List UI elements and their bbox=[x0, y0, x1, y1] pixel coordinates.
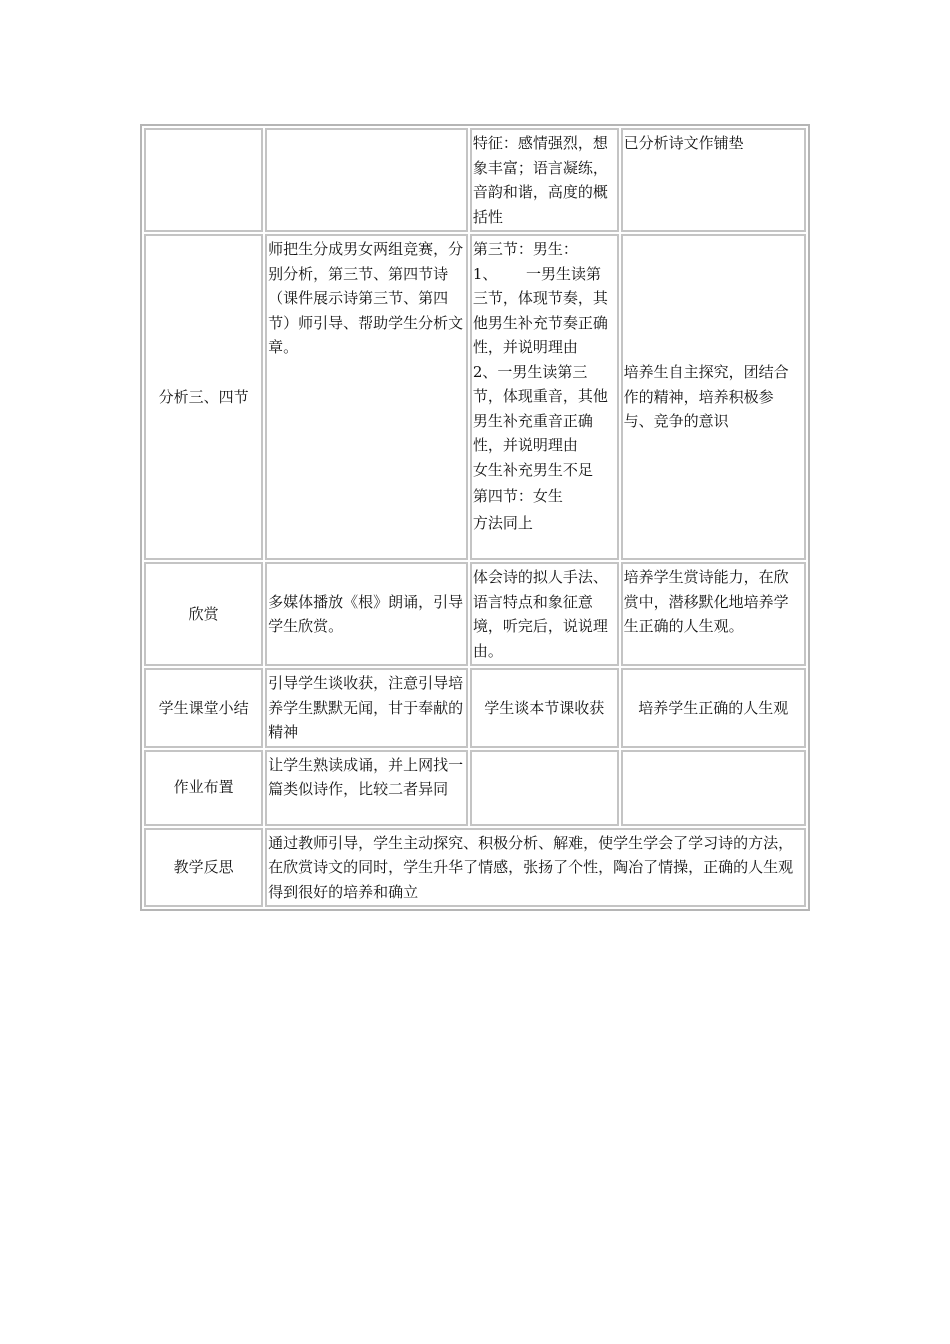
section-label: 欣赏 bbox=[188, 604, 219, 623]
student-activity-text: 体会诗的拟人手法、语言特点和象征意境，听完后，说说理由。 bbox=[472, 568, 608, 660]
student-activity-line: 方法同上 bbox=[472, 513, 533, 532]
section-cell bbox=[144, 234, 263, 560]
design-intent-text: 培养生自主探究，团结合作的精神，培养积极参与、竞争的意识 bbox=[623, 363, 789, 431]
section-cell bbox=[144, 562, 263, 666]
section-label: 学生课堂小结 bbox=[158, 698, 249, 717]
section-label: 教学反思 bbox=[173, 858, 234, 876]
student-activity-cell bbox=[470, 562, 619, 666]
table-row bbox=[144, 750, 806, 826]
teacher-activity-cell bbox=[265, 234, 468, 560]
student-activity-cell bbox=[470, 128, 619, 232]
student-activity-line: 2、一男生读第三节，体现重音，其他男生补充重音正确性，并说明理由 bbox=[472, 362, 608, 454]
student-activity-line: 女生补充男生不足 bbox=[472, 460, 593, 479]
section-cell bbox=[144, 668, 263, 748]
design-intent-cell bbox=[621, 562, 806, 666]
section-label: 分析三、四节 bbox=[158, 387, 249, 406]
design-intent-cell bbox=[621, 128, 806, 232]
student-activity-cell bbox=[470, 234, 619, 560]
teacher-activity-text: 多媒体播放《根》朗诵，引导学生欣赏。 bbox=[268, 592, 464, 635]
teacher-activity-cell bbox=[265, 562, 468, 666]
student-activity-line: 第四节：女生 bbox=[472, 487, 563, 505]
student-activity-cell bbox=[470, 668, 619, 748]
section-cell bbox=[144, 750, 263, 826]
design-intent-text: 培养学生赏诗能力，在欣赏中，潜移默化地培养学生正确的人生观。 bbox=[623, 568, 789, 635]
design-intent-cell bbox=[621, 234, 806, 560]
student-activity-text: 特征：感情强烈，想象丰富；语言凝练，音韵和谐，高度的概括性 bbox=[472, 134, 608, 226]
design-intent-cell bbox=[621, 750, 806, 826]
student-activity-cell bbox=[470, 750, 619, 826]
teacher-activity-text: 师把生分成男女两组竞赛，分别分析，第三节、第四节诗（课件展示诗第三节、第四节）师引导、帮助学生分析文章。 bbox=[268, 240, 464, 356]
table-row bbox=[144, 668, 806, 748]
student-activity-line: 第三节：男生： bbox=[472, 240, 578, 258]
student-activity-text: 学生谈本节课收获 bbox=[484, 698, 605, 717]
teacher-activity-cell bbox=[265, 128, 468, 232]
section-label: 作业布置 bbox=[173, 778, 234, 797]
section-cell bbox=[144, 828, 263, 908]
table-row bbox=[144, 128, 806, 232]
table-row bbox=[144, 828, 806, 908]
reflection-cell bbox=[265, 828, 806, 908]
design-intent-text: 培养学生正确的人生观 bbox=[638, 698, 789, 717]
table-row bbox=[144, 234, 806, 560]
reflection-text: 通过教师引导，学生主动探究、积极分析、解难，使学生学会了学习诗的方法，在欣赏诗文的同时，学生升华了情感，张扬了个性，陶冶了情操，正确的人生观得到很好的培养和确立 bbox=[268, 833, 794, 901]
design-intent-cell bbox=[621, 668, 806, 748]
teacher-activity-cell bbox=[265, 668, 468, 748]
student-activity-line: 1、 一男生读第三节，体现节奏，其他男生补充节奏正确性，并说明理由 bbox=[472, 264, 608, 356]
lesson-plan-table bbox=[140, 124, 810, 911]
teacher-activity-text: 引导学生谈收获，注意引导培养学生默默无闻，甘于奉献的精神 bbox=[268, 674, 464, 741]
teacher-activity-text: 让学生熟读成诵，并上网找一篇类似诗作，比较二者异同 bbox=[268, 755, 464, 798]
design-intent-text: 已分析诗文作铺垫 bbox=[623, 134, 744, 152]
table-row bbox=[144, 562, 806, 666]
section-cell bbox=[144, 128, 263, 232]
teacher-activity-cell bbox=[265, 750, 468, 826]
